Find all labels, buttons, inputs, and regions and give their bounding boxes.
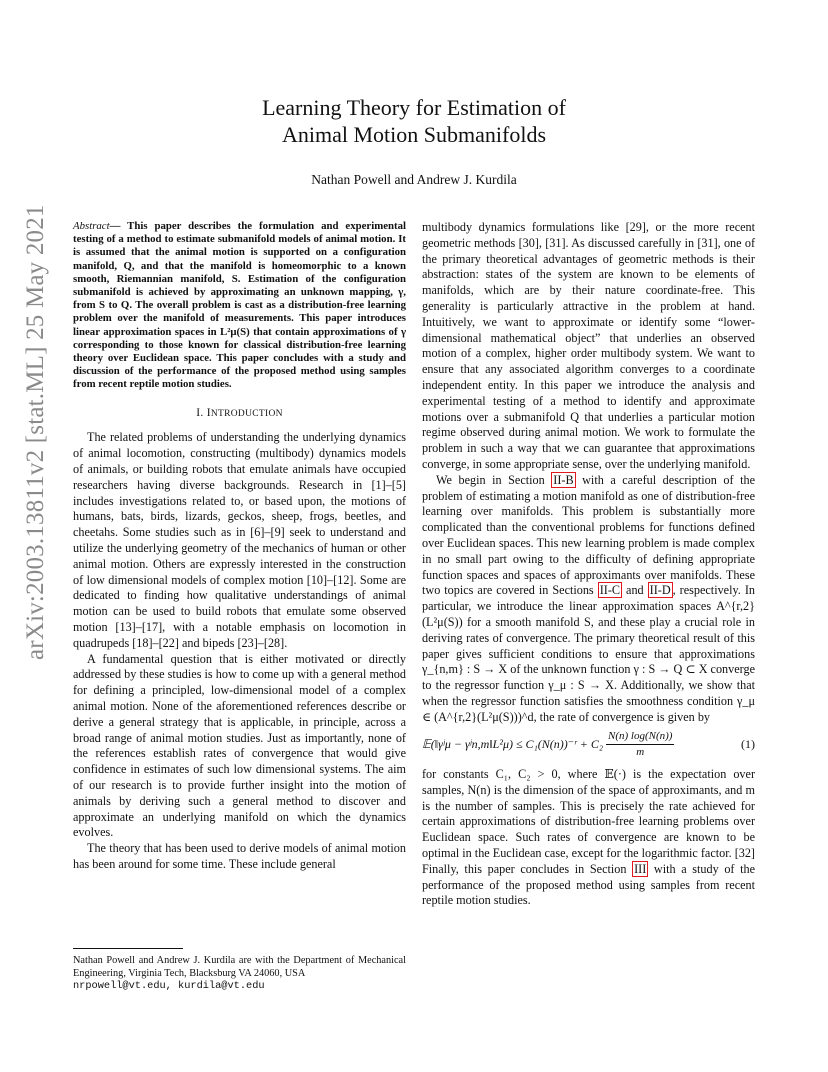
- right-paragraph-1: multibody dynamics formulations like [29], or the more recent geometric methods [30], [31]. As discussed carefully in [31], one of the primary theoretical advantages of geometric methods is their abstraction: states of the system are known to be elements of manifolds, which are by their nature coordinate-free. This generality is particularly attractive in the problem at hand. Intuitively, we want to approximate or identify some “lower-dimensional mathematical object” that underlies an observed motion of a complex, higher order multibody system. We want to ensure that any associated algorithm converges to a coordinate independent entity. In this paper we introduce the analysis and experimental testing of a method to identify and approximate motions over a submanifold Q that underlies a particular motion regime observed during animal motion. We work to formulate the problem in such a way that we can guarantee that approximations converge, in some appropriate sense, over the underlying manifold.: [422, 220, 755, 471]
- author-footnote: [73, 955, 406, 993]
- section-link-ii-b[interactable]: II-B: [553, 472, 574, 487]
- abstract-label: Abstract: [73, 220, 110, 232]
- arxiv-identifier: arXiv:2003.13811v2 [stat.ML] 25 May 2021: [22, 204, 49, 660]
- section-heading-introduction: I. INTRODUCTION: [196, 406, 283, 419]
- section-link-ii-c[interactable]: II-C: [599, 583, 621, 598]
- right-paragraph-2: We begin in Section II-B with a careful description of the problem of estimating a motion manifold as one of distribution-free learning over manifolds. This problem is substantially more complicated than the conventional problems for functions defined over Euclidean spaces. This new learning problem is made complex in no small part owing to the difficulty of defining appropriate function spaces and spaces of approximants over manifolds. These two topics are covered in Sections II-C and II-D , respectively. In particular, we introduce the linear approximation spaces A^{r,2}(L²μ(S)) for a smooth manifold S, and these play a crucial role in deriving rates of convergence. The primary theoretical result of this paper gives sufficient conditions to ensure that approximations γ_{n,m} : S → X of the unknown function γ : S → Q ⊂ X converge to the regressor function γ_μ : S → X. Additionally, we show that when the regressor function satisfies the smoothness condition γ_μ ∈ (A^{r,2}(L²μ(S)))^d, the rate of convergence is given by: [422, 472, 755, 724]
- intro-paragraph-1: The related problems of understanding the underlying dynamics of animal locomotion, constructing (multibody) dynamics models of animals, or building robots that emulate animals have occupied researchers having diverse backgrounds. Research in [1]–[5] includes investigations related to, or based upon, the motions of humans, bats, birds, lizards, geckos, sheep, frogs, beetles, and cheetahs. Some studies such as in [6]–[9] seek to understand and utilize the underlying geometry of the mechanics of human or other animal motion. Others are expressly interested in the construction of low dimensional models of complex motion [10]–[12]. Some are dedicated to finding how qualitative understandings of animal motion can be used to build robots that emulate some observed motion [13]–[17], with a notable emphasis on locomotion in quadrupeds [18]–[22] and bipeds [23]–[28].: [73, 430, 406, 650]
- right-column: [422, 220, 755, 909]
- section-link-iii[interactable]: III: [634, 861, 647, 876]
- intro-paragraph-2: A fundamental question that is either motivated or directly addressed by these studies is how to come up with a general method for defining a principled, low-dimensional model of a complex animal motion. None of the aforementioned references describe or derive a general strategy that is applicable, in principle, across a broad range of animal motion studies. Just as importantly, none of the references establish rates of convergence that would give confidence in estimates of such low dimensional systems. The aim of our research is to provide further insight into the motion of animals by deriving such a general method to discover and approximate an underlying manifold on which the dynamics evolves.: [73, 651, 406, 840]
- equation-body: [422, 729, 674, 762]
- title-line-1: Learning Theory for Estimation of: [262, 95, 566, 120]
- author-list: Nathan Powell and Andrew J. Kurdila: [311, 172, 517, 187]
- title-line-2: Animal Motion Submanifolds: [282, 122, 546, 147]
- right-paragraph-3: for constants C₁, C₂ > 0, where 𝔼(·) is the expectation over samples, N(n) is the dimension of the space of approximants, and m is the number of samples. This is precisely the rate achieved for certain approximations of distribution-free learning problems over Euclidean space. Such rates of convergence are known to be optimal in the Euclidean case, except for the logarithmic factor. [32] Finally, this paper concludes in Section III with a study of the performance of the proposed method using samples from recent reptile motion studies.: [422, 767, 755, 908]
- footnote-affiliation: Nathan Powell and Andrew J. Kurdila are with the Department of Mechanical Engineering, Virginia Tech, Blacksburg VA 24060, USA: [73, 955, 406, 979]
- paper-title: [0, 94, 828, 148]
- section-link-ii-d[interactable]: II-D: [649, 583, 671, 598]
- abstract: [73, 220, 406, 392]
- equation-fraction: [606, 729, 674, 762]
- equation-denominator: m: [636, 746, 645, 759]
- left-column: [73, 220, 406, 873]
- abstract-text: — This paper describes the formulation and experimental testing of a method to estimate submanifold models of animal motion. It is assumed that the animal motion is supported on a configuration manifold, Q, and that the manifold is homeomorphic to a known smooth, Riemannian manifold, S. Estimation of the configuration submanifold is achieved by approximating an unknown mapping, γ, from S to Q. The overall problem is cast as a distribution-free learning problem over the manifold of measurements. This paper introduces linear approximation spaces in L²μ(S) that contain approximations of γ corresponding to those known for classical distribution-free learning theory over Euclidean space. This paper concludes with a study and discussion of the performance of the proposed method using samples from recent reptile motion studies.: [73, 220, 406, 391]
- equation-1: [422, 729, 755, 762]
- intro-paragraph-3: The theory that has been used to derive models of animal motion has been around for some time. These include general: [73, 841, 406, 871]
- footnote-emails: nrpowell@vt.edu, kurdila@vt.edu: [73, 980, 265, 993]
- equation-numerator: N(n) log(N(n)): [606, 729, 674, 746]
- equation-lhs: 𝔼(‖γʲμ − γʲn,m‖L²μ) ≤ C₁(N(n))⁻ʳ + C₂: [422, 736, 603, 751]
- footnote-rule: [73, 948, 183, 949]
- equation-number: (1): [741, 736, 755, 751]
